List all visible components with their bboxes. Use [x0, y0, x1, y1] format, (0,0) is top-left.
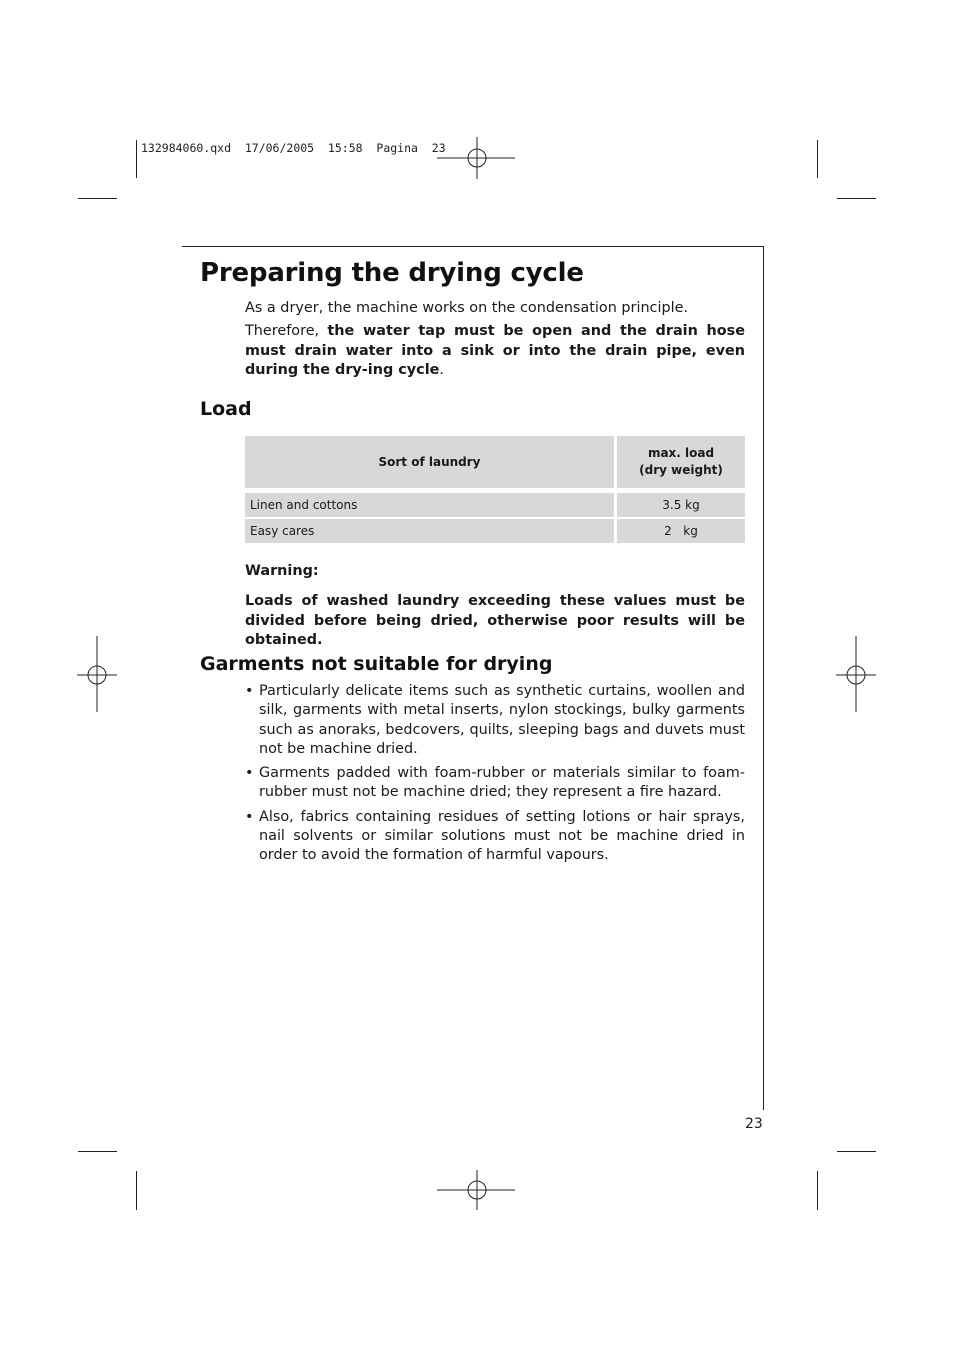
- registration-mark-icon: [836, 636, 878, 714]
- intro-paragraph: As a dryer, the machine works on the condensation principle.: [245, 300, 689, 316]
- crop-mark: [837, 198, 876, 199]
- print-slug: 132984060.qxd 17/06/2005 15:58 Pagina 23: [141, 141, 446, 155]
- list-item: [245, 682, 745, 759]
- list-item-text: Particularly delicate items such as synthetic curtains, woollen and silk, garments with metal inserts, nylon stockings, bulky garments such as anoraks, bedcovers, quilts, sleeping bags and duvets must not be machine dried.: [259, 683, 745, 757]
- bullet-icon: •: [245, 683, 254, 699]
- registration-mark-icon: [437, 1170, 517, 1212]
- crop-mark: [136, 140, 137, 178]
- table-row: [245, 493, 745, 517]
- garments-list: [245, 682, 745, 871]
- crop-mark: [817, 140, 818, 178]
- load-table: [245, 436, 745, 543]
- table-row: [245, 519, 745, 543]
- crop-mark: [817, 1171, 818, 1210]
- load-heading: Load: [200, 398, 252, 420]
- registration-mark-icon: [437, 137, 517, 181]
- warning-text: Loads of washed laundry exceeding these values must be divided before being dried, otherwise poor results will be obtained.: [245, 593, 745, 648]
- row-max-load: 2 kg: [617, 519, 745, 543]
- list-item: [245, 808, 745, 866]
- warning-label: Warning:: [245, 563, 319, 579]
- crop-mark: [136, 1171, 137, 1210]
- intro-suffix: .: [439, 362, 444, 378]
- frame-rule-right: [763, 246, 764, 1110]
- bullet-icon: •: [245, 808, 254, 825]
- garments-heading: Garments not suitable for drying: [200, 653, 553, 675]
- header-max-load: [617, 436, 745, 488]
- registration-mark-icon: [77, 636, 119, 714]
- crop-mark: [78, 198, 117, 199]
- table-header-row: [245, 436, 745, 488]
- list-item-text: Garments padded with foam-rubber or materials similar to foam-rubber must not be machine dried; they represent a fire hazard.: [259, 765, 745, 801]
- intro-warning-paragraph: [245, 322, 745, 381]
- header-sort-of-laundry: Sort of laundry: [245, 436, 617, 488]
- list-item-text: Also, fabrics containing residues of setting lotions or hair sprays, nail solvents or similar solutions must not be machine dried in order to avoid the formation of harmful vapours.: [259, 808, 745, 864]
- row-sort: Easy cares: [245, 519, 617, 543]
- crop-mark: [78, 1151, 117, 1152]
- intro-bold-text: the water tap must be open and the drain hose must drain water into a sink or into the drain pipe, even during the dry-ing cycle: [245, 323, 745, 378]
- frame-rule-top: [182, 246, 764, 247]
- page-number: 23: [745, 1116, 763, 1132]
- intro-prefix: Therefore,: [245, 323, 328, 339]
- row-sort: Linen and cottons: [245, 493, 617, 517]
- header-max-load-line1: max. load: [647, 446, 715, 460]
- list-item: [245, 764, 745, 803]
- header-max-load-line2: (dry weight): [639, 463, 723, 477]
- row-max-load: 3.5 kg: [617, 493, 745, 517]
- crop-mark: [837, 1151, 876, 1152]
- page-title: Preparing the drying cycle: [200, 258, 584, 288]
- bullet-icon: •: [245, 765, 254, 782]
